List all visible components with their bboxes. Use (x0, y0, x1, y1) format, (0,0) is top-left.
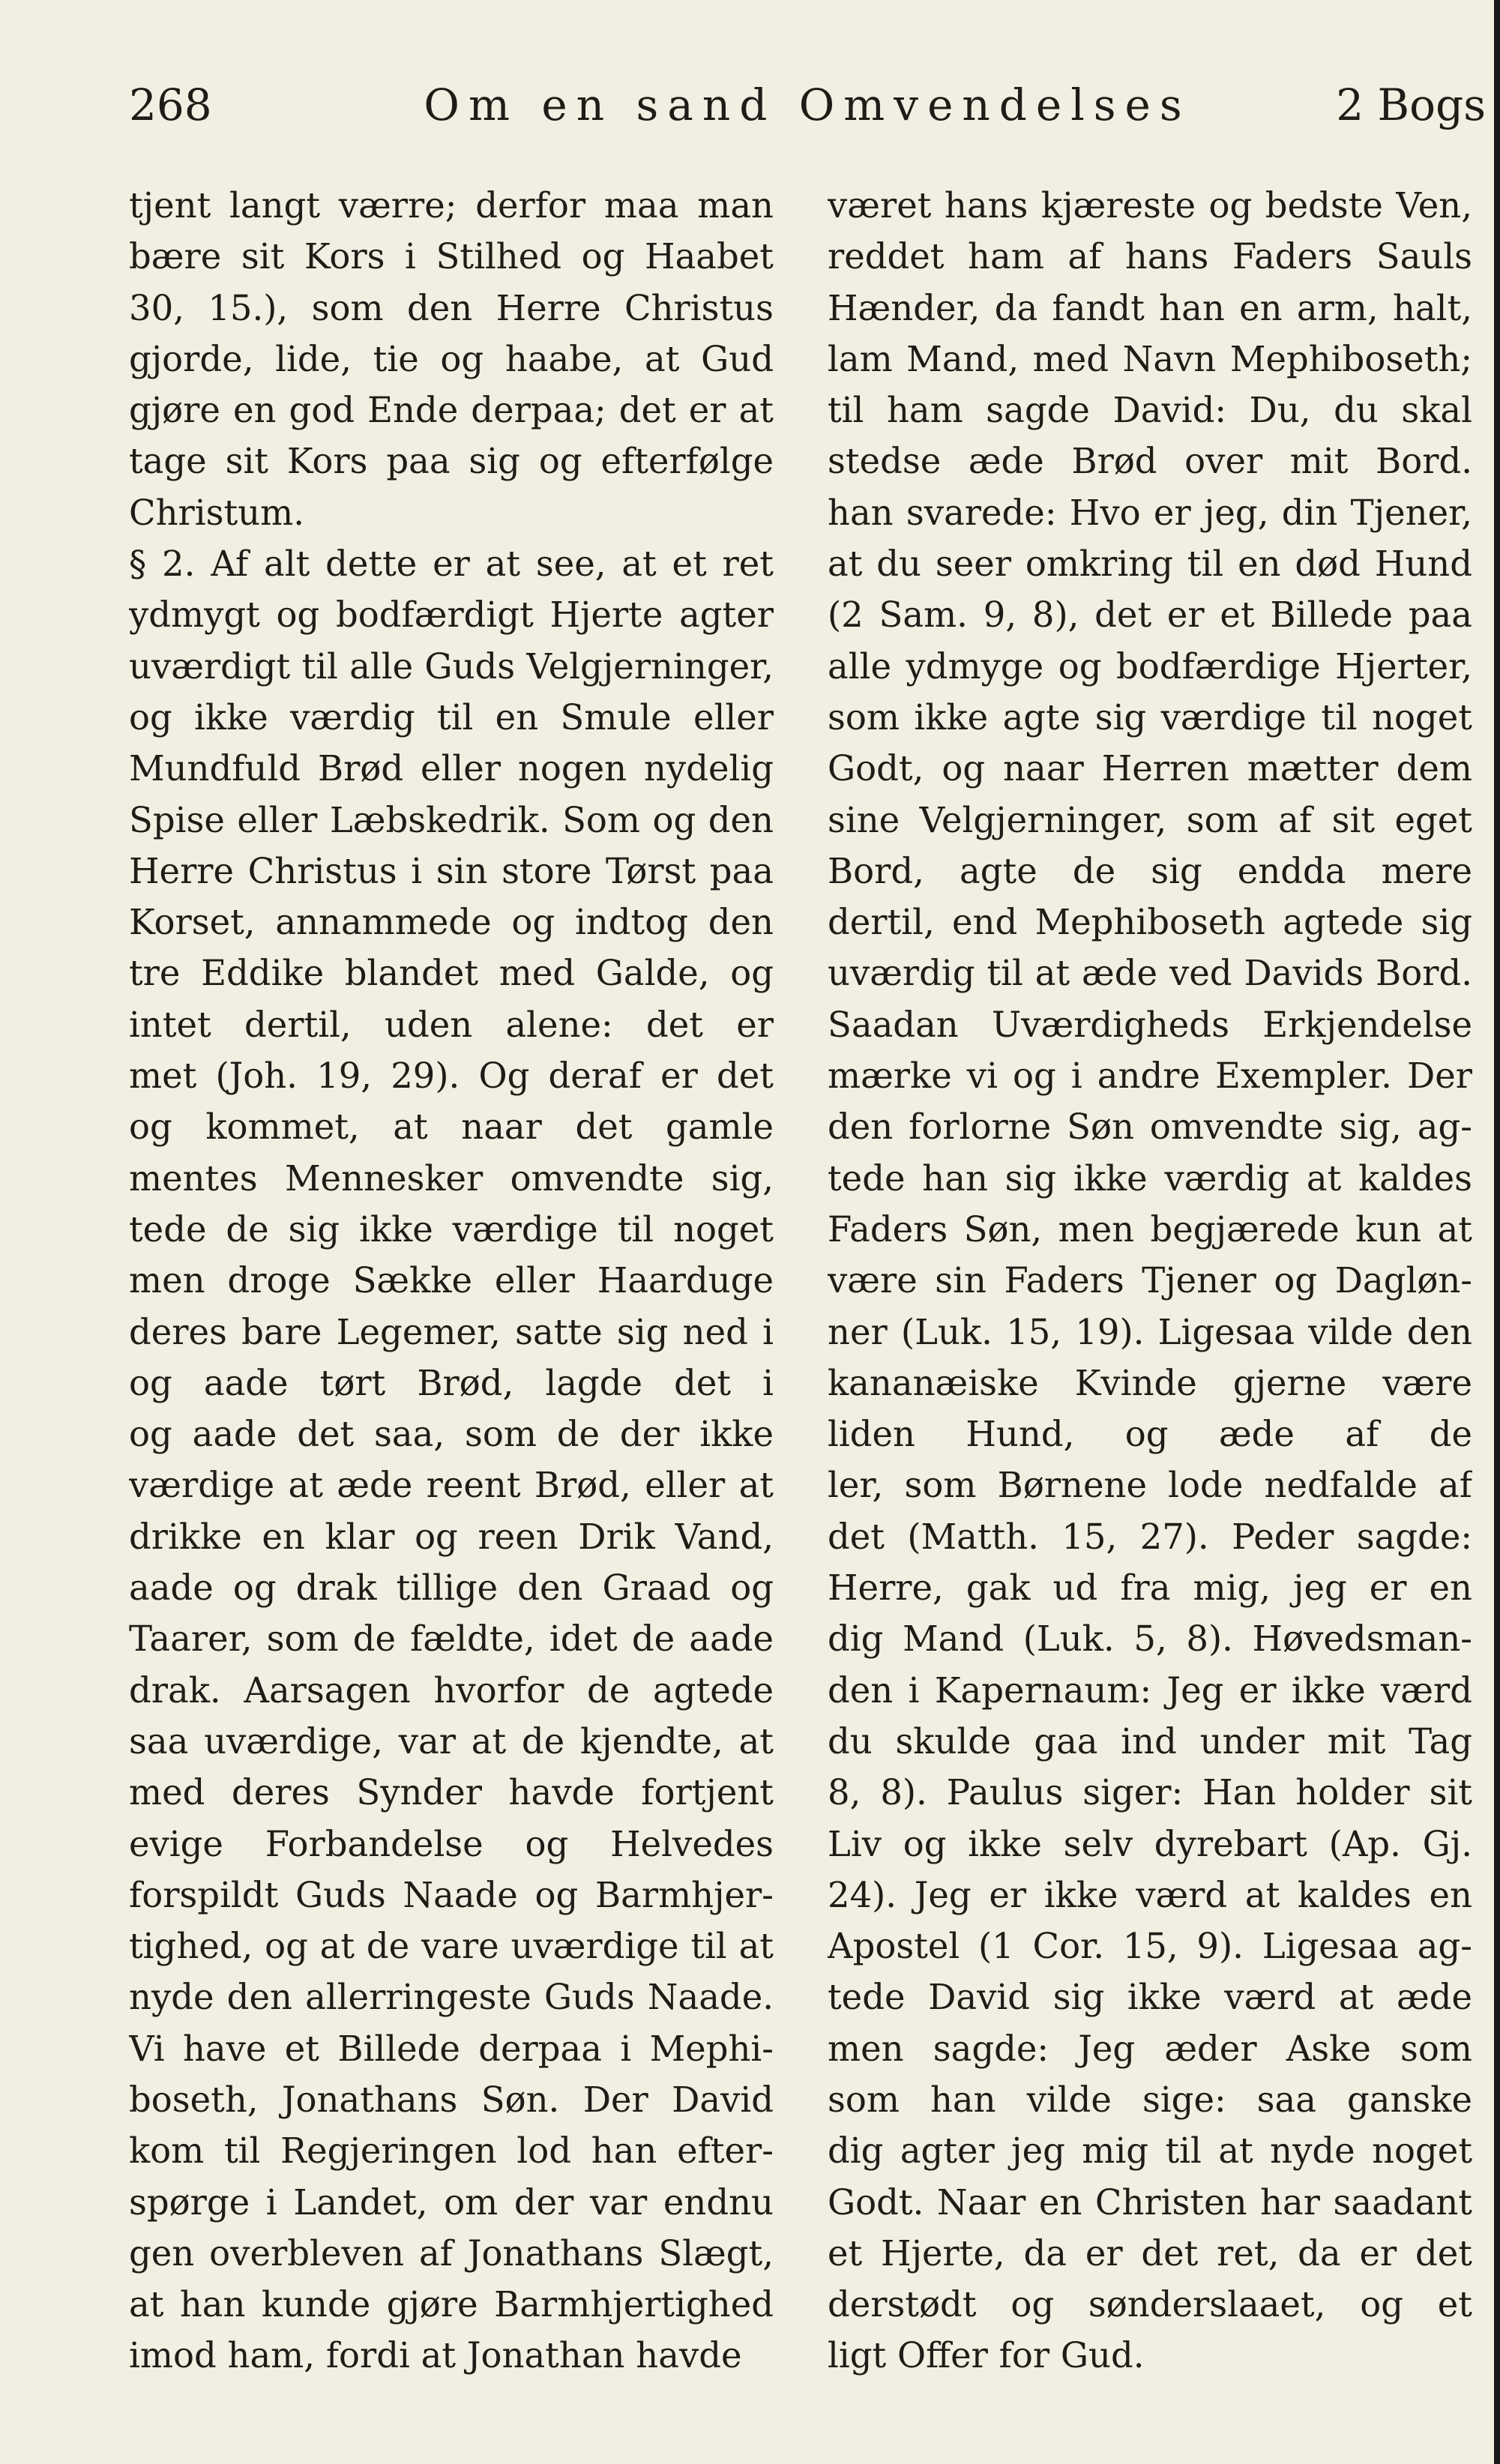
text-line: 24). Jeg er ikke værd at kaldes en (828, 1874, 1472, 1915)
text-line: og ikke værdig til en Smule eller (129, 696, 774, 738)
text-line: kananæiske Kvinde gjerne være (828, 1362, 1472, 1403)
text-line: Herre Christus i sin store Tørst paa (129, 850, 774, 891)
running-header (129, 79, 1486, 131)
text-line: 30, 15.), som den Herre Christus (129, 287, 774, 328)
text-line: et Hjerte, da er det ret, da er det (828, 2232, 1472, 2274)
text-line: uværdig til at æde ved Davids Bord. (828, 953, 1472, 994)
text-line: Hænder, da fandt han en arm, halt, (828, 287, 1472, 328)
text-line: dig Mand (Luk. 5, 8). Høvedsman- (828, 1618, 1472, 1660)
text-line: tage sit Kors paa sig og efterfølge (129, 441, 774, 482)
text-line: Faders Søn, men begjærede kun at (828, 1208, 1472, 1250)
text-line: intet dertil, uden alene: det er (129, 1004, 774, 1045)
text-line: at han kunde gjøre Barmhjertighed (129, 2284, 774, 2325)
text-line: Christum. (129, 492, 304, 533)
text-line: Herre, gak ud fra mig, jeg er en (828, 1567, 1472, 1609)
text-line: tede de sig ikke værdige til noget (129, 1208, 774, 1250)
text-line: reddet ham af hans Faders Sauls (828, 236, 1472, 277)
text-line: ligt Offer for Gud. (828, 2335, 1145, 2376)
text-line: spørge i Landet, om der var endnu (129, 2181, 774, 2223)
text-line: tighed, og at de vare uværdige til at (129, 1926, 774, 1967)
text-line: imod ham, fordi at Jonathan havde (129, 2335, 742, 2376)
text-line: Taarer, som de fældte, idet de aade (129, 1618, 774, 1660)
book-label: 2 Bogs (1336, 79, 1486, 130)
text-line: deres bare Legemer, satte sig ned i (129, 1311, 774, 1352)
text-line: være sin Faders Tjener og Dagløn- (828, 1260, 1472, 1301)
text-line: aade og drak tillige den Graad og (129, 1567, 774, 1609)
text-line: som han vilde sige: saa ganske (828, 2079, 1472, 2120)
text-line: tjent langt værre; derfor maa man (129, 185, 774, 226)
text-line: Spise eller Læbskedrik. Som og den (129, 799, 774, 840)
text-line: sine Velgjerninger, som af sit eget (828, 799, 1472, 840)
text-line: (2 Sam. 9, 8), det er et Billede paa (828, 594, 1472, 636)
text-line: drak. Aarsagen hvorfor de agtede (129, 1669, 774, 1711)
text-line: tre Eddike blandet med Galde, og (129, 953, 774, 994)
text-line: gjorde, lide, tie og haabe, at Gud (129, 338, 774, 379)
text-line: været hans kjæreste og bedste Ven, (828, 185, 1472, 226)
right-text-column (828, 180, 1472, 2382)
text-line: Apostel (1 Cor. 15, 9). Ligesaa ag- (828, 1926, 1472, 1967)
text-line: 8, 8). Paulus siger: Han holder sit (828, 1772, 1472, 1813)
text-line: værdige at æde reent Brød, eller at (129, 1465, 774, 1506)
text-line: det (Matth. 15, 27). Peder sagde: (828, 1516, 1472, 1557)
text-line: du skulde gaa ind under mit Tag (828, 1720, 1472, 1762)
text-line: Korset, annammede og indtog den (129, 902, 774, 943)
text-line: han svarede: Hvo er jeg, din Tjener, (828, 492, 1472, 533)
text-line: Godt, og naar Herren mætter dem (828, 748, 1472, 789)
text-line: som ikke agte sig værdige til noget (828, 696, 1472, 738)
page-edge-rule (1494, 0, 1500, 2464)
text-line: og aade tørt Brød, lagde det i (129, 1362, 774, 1403)
text-line: ner (Luk. 15, 19). Ligesaa vilde den (828, 1311, 1472, 1352)
text-line: drikke en klar og reen Drik Vand, (129, 1516, 774, 1557)
text-line: ydmygt og bodfærdigt Hjerte agter (129, 594, 774, 636)
text-line: liden Hund, og æde af de (828, 1414, 1472, 1455)
text-line: evige Forbandelse og Helvedes (129, 1823, 774, 1864)
text-line: kom til Regjeringen lod han efter- (129, 2130, 774, 2172)
text-line: men droge Sække eller Haarduge (129, 1260, 774, 1301)
text-line: stedse æde Brød over mit Bord. (828, 441, 1472, 482)
text-line: ler, som Børnene lode nedfalde af (828, 1465, 1472, 1506)
text-line: dig agter jeg mig til at nyde noget (828, 2130, 1472, 2172)
text-line: Saadan Uværdigheds Erkjendelse (828, 1004, 1472, 1045)
text-line: nyde den allerringeste Guds Naade. (129, 1977, 774, 2018)
text-line: § 2. Af alt dette er at see, at et ret (129, 543, 774, 585)
text-line: lam Mand, med Navn Mephiboseth; (828, 338, 1472, 379)
text-line: forspildt Guds Naade og Barmhjer- (129, 1874, 774, 1915)
text-line: uværdigt til alle Guds Velgjerninger, (129, 645, 774, 687)
text-line: gen overbleven af Jonathans Slægt, (129, 2232, 774, 2274)
text-line: derstødt og sønderslaaet, og et (828, 2284, 1472, 2325)
text-line: boseth, Jonathans Søn. Der David (129, 2079, 774, 2120)
text-line: tede han sig ikke værdig at kaldes (828, 1157, 1472, 1199)
text-line: alle ydmyge og bodfærdige Hjerter, (828, 645, 1472, 687)
text-line: med deres Synder havde fortjent (129, 1772, 774, 1813)
text-line: gjøre en god Ende derpaa; det er at (129, 390, 774, 431)
page-number: 268 (129, 79, 212, 130)
text-line: mærke vi og i andre Exempler. Der (828, 1055, 1472, 1097)
running-title: Om en sand Omvendelses (424, 79, 1191, 130)
text-line: og aade det saa, som de der ikke (129, 1414, 774, 1455)
text-line: den i Kapernaum: Jeg er ikke værd (828, 1669, 1472, 1711)
text-line: mentes Mennesker omvendte sig, (129, 1157, 774, 1199)
text-line: Mundfuld Brød eller nogen nydelig (129, 748, 774, 789)
text-line: til ham sagde David: Du, du skal (828, 390, 1472, 431)
text-line: den forlorne Søn omvendte sig, ag- (828, 1106, 1472, 1148)
text-line: og kommet, at naar det gamle (129, 1106, 774, 1148)
text-line: men sagde: Jeg æder Aske som (828, 2028, 1472, 2069)
text-line: tede David sig ikke værd at æde (828, 1977, 1472, 2018)
text-line: Bord, agte de sig endda mere (828, 850, 1472, 891)
text-line: Liv og ikke selv dyrebart (Ap. Gj. (828, 1823, 1472, 1864)
left-text-column (129, 180, 774, 2382)
text-line: dertil, end Mephiboseth agtede sig (828, 902, 1472, 943)
text-line: at du seer omkring til en død Hund (828, 543, 1472, 585)
text-line: met (Joh. 19, 29). Og deraf er det (129, 1055, 774, 1097)
text-line: bære sit Kors i Stilhed og Haabet (129, 236, 774, 277)
text-line: Godt. Naar en Christen har saadant (828, 2181, 1472, 2223)
text-line: Vi have et Billede derpaa i Mephi- (129, 2028, 774, 2069)
text-line: saa uværdige, var at de kjendte, at (129, 1720, 774, 1762)
